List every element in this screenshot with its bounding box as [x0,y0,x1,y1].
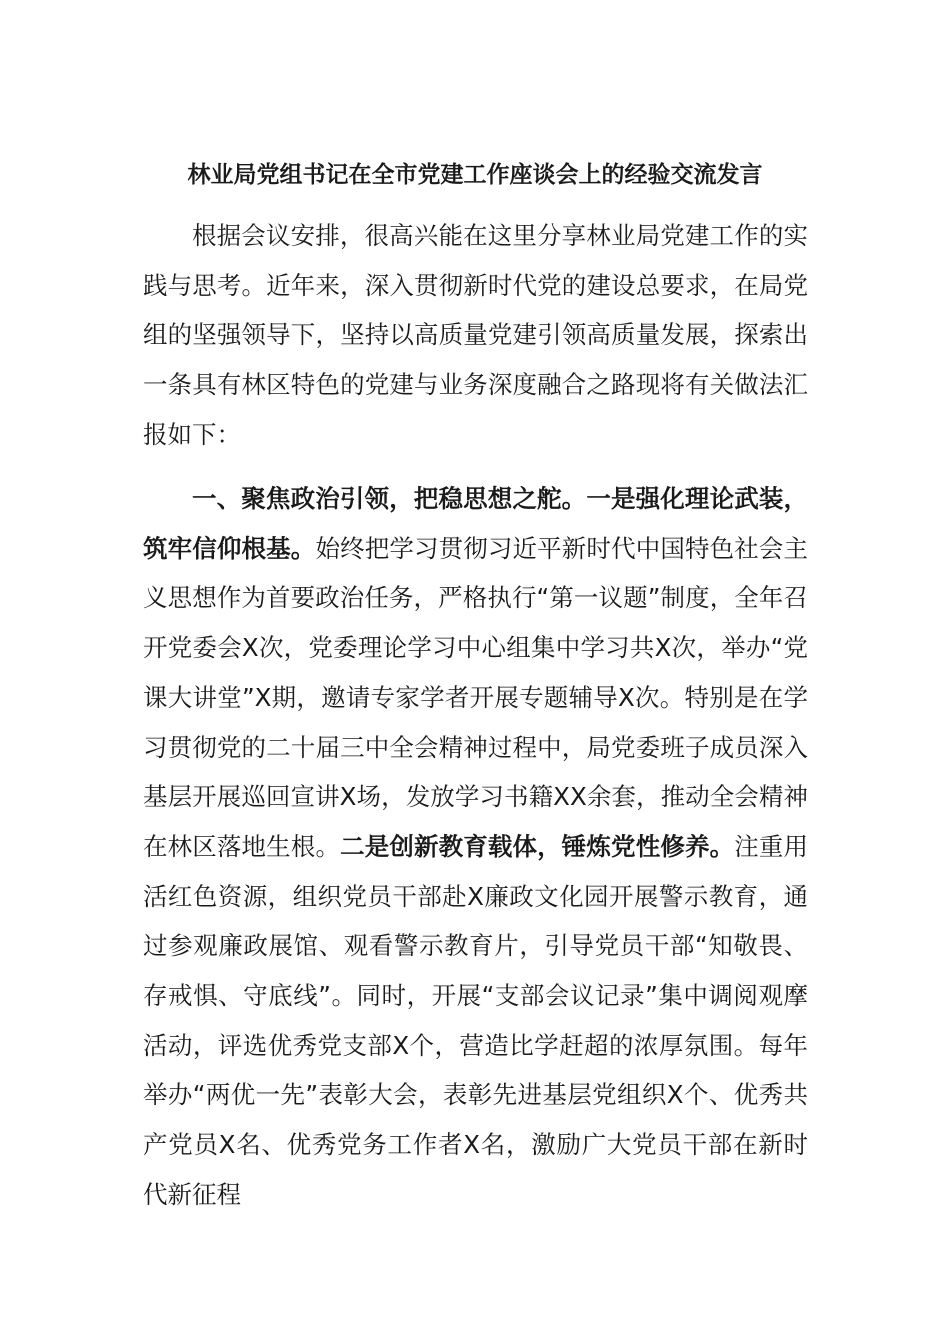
point-1-heading: 一是强化理论武装，筑牢信仰根基。 [143,484,809,563]
point-2-body: 注重用活红色资源，组织党员干部赴X廉政文化园开展警示教育，通过参观廉政展馆、观看警示教育片，引导党员干部“知敬畏、存戒惧、守底线”。同时，开展“支部会议记录”集中调阅观摩活动，评选优秀党支部X个，营造比学赶超的浓厚氛围。每年举办“两优一先”表彰大会，表彰先进基层党组织X个、优秀共产党员X名、优秀党务工作者X名，激励广大党员干部在新时代新征程 [143,831,809,1209]
point-2-heading: 二是创新教育载体，锤炼党性修养。 [340,831,735,861]
intro-paragraph: 根据会议安排，很高兴能在这里分享林业局党建工作的实践与思考。近年来，深入贯彻新时代党的建设总要求，在局党组的坚强领导下，坚持以高质量党建引领高质量发展，探索出一条具有林区特色的党建与业务深度融合之路现将有关做法汇报如下： [143,221,808,449]
point-1-body: 始终把学习贯彻习近平新时代中国特色社会主义思想作为首要政治任务，严格执行“第一议题”制度，全年召开党委会X次，党委理论学习中心组集中学习共X次，举办“党课大讲堂”X期，邀请专家学者开展专题辅导X次。特别是在学习贯彻党的二十届三中全会精神过程中，局党委班子成员深入基层开展巡回宣讲X场，发放学习书籍XX余套，推动全会精神在林区落地生根。 [143,533,809,861]
section-1-paragraph [143,474,808,1220]
document-title: 林业局党组书记在全市党建工作座谈会上的经验交流发言 [187,162,763,188]
section-1-heading: 一、聚焦政治引领，把稳思想之舵。 [192,484,587,513]
